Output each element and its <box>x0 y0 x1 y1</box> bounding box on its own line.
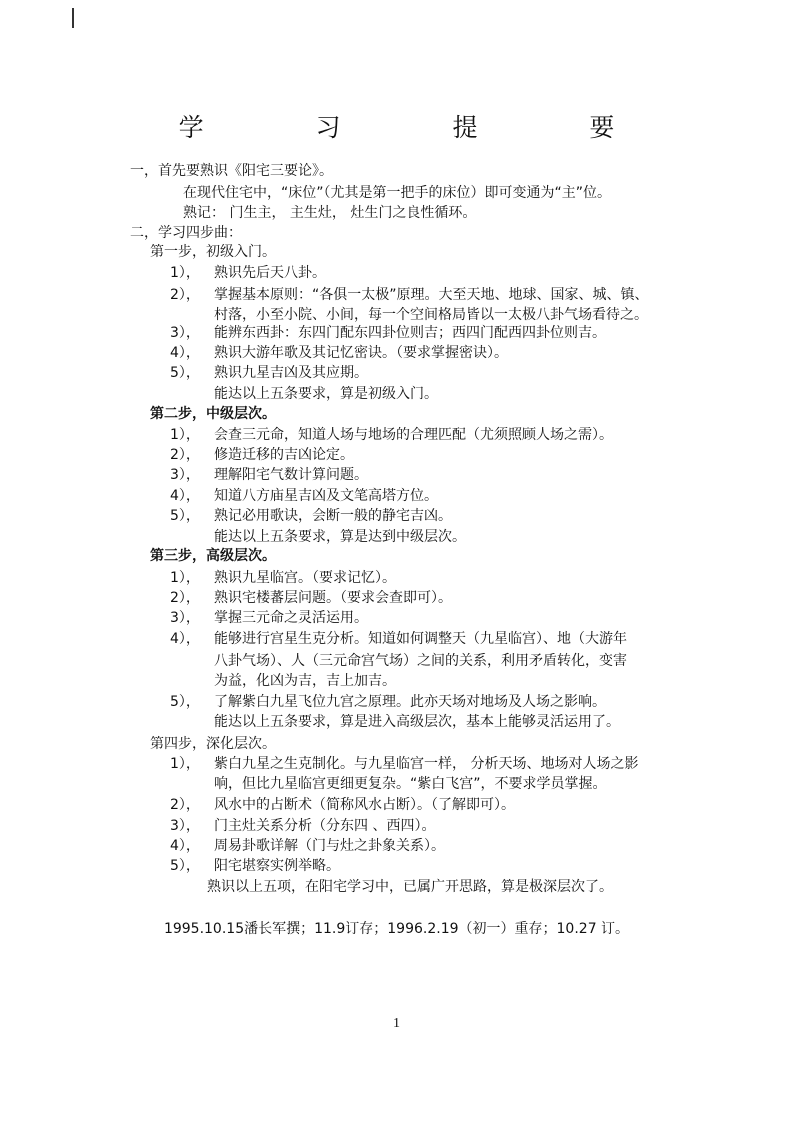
item-text: 周易卦歌详解（门与灶之卦象关系）。 <box>214 838 445 854</box>
item-number: 1）， <box>170 427 200 443</box>
step-1-item-2 <box>170 286 649 304</box>
step-2-item-2 <box>170 446 354 464</box>
step-2-item-4 <box>170 487 438 505</box>
item-number: 1）， <box>170 570 200 586</box>
item-text: 理解阳宅气数计算问题。 <box>214 467 368 483</box>
item-text: 了解紫白九星飞位九宫之原理。此亦天场对地场及人场之影响。 <box>214 694 606 710</box>
step-3-item-2 <box>170 589 452 607</box>
step-3-summary: 能达以上五条要求，算是进入高级层次，基本上能够灵活运用了。 <box>214 714 620 730</box>
item-number: 2）， <box>170 287 200 303</box>
step-4-item-1-cont: 响，但比九星临宫更细更复杂。“紫白飞宫”，不要求学员掌握。 <box>214 776 607 792</box>
step-1-item-1 <box>170 264 326 282</box>
item-number: 4）， <box>170 631 200 647</box>
item-number: 2）， <box>170 590 200 606</box>
step-1-item-2-cont: 村落，小至小院、小间，每一个空间格局皆以一太极八卦气场看待之。 <box>214 307 648 323</box>
step-4-item-3 <box>170 817 435 835</box>
step-2-heading: 第二步，中级层次。 <box>150 406 276 422</box>
item-text: 掌握基本原则：“各俱一太极”原理。大至天地、地球、国家、城、镇、 <box>214 287 649 303</box>
section-1-line-2: 熟记： 门生主， 主生灶， 灶生门之良性循环。 <box>183 205 477 221</box>
step-4-item-5 <box>170 857 340 875</box>
step-3-item-4-cont-2: 为益，化凶为吉，吉上加吉。 <box>214 673 396 689</box>
item-number: 3）， <box>170 467 200 483</box>
item-text: 熟识大游年歌及其记忆密诀。（要求掌握密诀）。 <box>214 345 508 361</box>
item-number: 1）， <box>170 265 200 281</box>
step-4-summary: 熟识以上五项，在阳宅学习中，已属广开思路，算是极深层次了。 <box>207 879 613 895</box>
item-number: 5）， <box>170 508 200 524</box>
item-text: 会查三元命，知道人场与地场的合理匹配（尤须照顾人场之需）。 <box>214 427 613 443</box>
item-text: 熟识九星吉凶及其应期。 <box>214 365 368 381</box>
section-1-heading: 一，首先要熟识《阳宅三要论》。 <box>130 163 333 179</box>
step-4-item-4 <box>170 837 445 855</box>
page-number: 1 <box>393 1016 400 1031</box>
item-number: 5）， <box>170 365 200 381</box>
step-4-heading: 第四步，深化层次。 <box>150 736 276 752</box>
item-text: 能够进行宫星生克分析。知道如何调整天（九星临宫）、地（大游年 <box>214 631 627 647</box>
item-text: 门主灶关系分析（分东四 、西四）。 <box>214 818 436 834</box>
item-text: 熟识九星临宫。（要求记忆）。 <box>214 570 396 586</box>
step-3-item-3 <box>170 609 368 627</box>
step-1-heading: 第一步，初级入门。 <box>150 244 276 260</box>
step-3-item-4-cont: 八卦气场）、人（三元命宫气场）之间的关系，利用矛盾转化，变害 <box>214 653 627 669</box>
item-text: 熟记必用歌诀，会断一般的静宅吉凶。 <box>214 508 452 524</box>
item-text: 阳宅堪察实例举略。 <box>214 858 340 874</box>
step-2-item-5 <box>170 507 452 525</box>
step-1-item-3 <box>170 324 606 342</box>
item-text: 熟识先后天八卦。 <box>214 265 326 281</box>
item-number: 3）， <box>170 818 200 834</box>
item-number: 4）， <box>170 838 200 854</box>
section-2-heading: 二，学习四步曲： <box>130 225 242 241</box>
scan-mark <box>72 8 74 28</box>
item-number: 4）， <box>170 488 200 504</box>
step-3-heading: 第三步，高级层次。 <box>150 548 276 564</box>
step-2-item-3 <box>170 466 368 484</box>
step-1-item-5 <box>170 364 368 382</box>
item-number: 2）， <box>170 797 200 813</box>
item-number: 3）， <box>170 610 200 626</box>
item-text: 能辨东西卦：东四门配东四卦位则吉；西四门配西四卦位则吉。 <box>214 325 606 341</box>
step-1-item-4 <box>170 344 508 362</box>
item-number: 2）， <box>170 447 200 463</box>
item-number: 1）， <box>170 756 200 772</box>
footer-note: 1995.10.15潘长军撰；11.9订存；1996.2.19（初一）重存；10.27 订。 <box>163 921 630 937</box>
section-1-line-1: 在现代住宅中，“床位”（尤其是第一把手的床位）即可变通为“主”位。 <box>183 185 612 201</box>
item-number: 5）， <box>170 858 200 874</box>
item-text: 熟识宅楼蕃层问题。（要求会查即可）。 <box>214 590 452 606</box>
step-2-summary: 能达以上五条要求，算是达到中级层次。 <box>214 529 466 545</box>
item-number: 5）， <box>170 694 200 710</box>
step-3-item-5 <box>170 693 606 711</box>
item-number: 3）， <box>170 325 200 341</box>
item-text: 紫白九星之生克制化。与九星临宫一样， 分析天场、地场对人场之影 <box>214 756 639 772</box>
page-title: 学 习 提 要 <box>178 113 667 142</box>
item-text: 掌握三元命之灵活运用。 <box>214 610 368 626</box>
step-4-item-2 <box>170 796 515 814</box>
step-2-item-1 <box>170 426 613 444</box>
item-text: 修造迁移的吉凶论定。 <box>214 447 354 463</box>
step-3-item-4 <box>170 630 627 648</box>
item-number: 4）， <box>170 345 200 361</box>
item-text: 风水中的占断术（简称风水占断）。（了解即可）。 <box>214 797 515 813</box>
item-text: 知道八方庙星吉凶及文笔高塔方位。 <box>214 488 438 504</box>
step-3-item-1 <box>170 569 396 587</box>
step-4-item-1 <box>170 755 638 773</box>
step-1-summary: 能达以上五条要求，算是初级入门。 <box>214 386 438 402</box>
